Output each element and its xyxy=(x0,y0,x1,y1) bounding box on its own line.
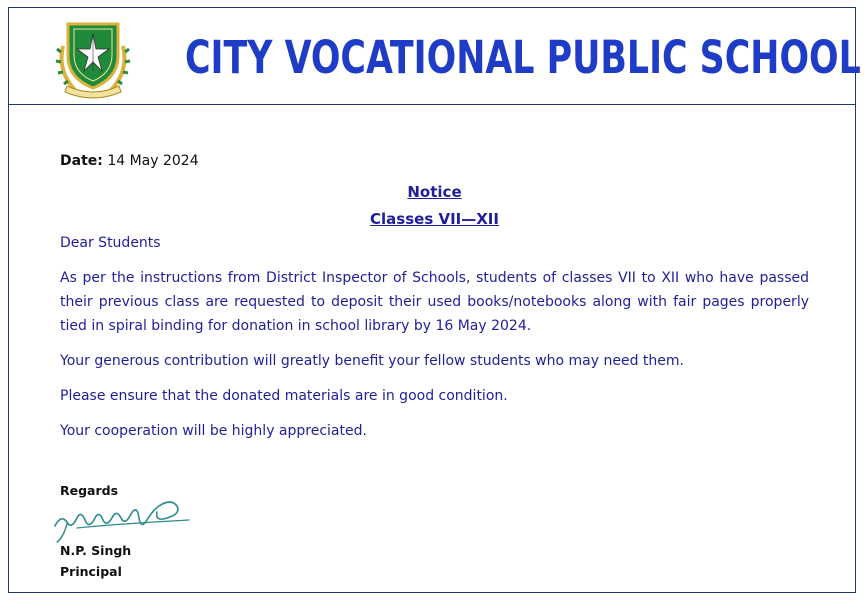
notice-paragraph: Please ensure that the donated materials are in good condition. xyxy=(60,388,508,404)
notice-page xyxy=(8,7,861,593)
date-value: 14 May 2024 xyxy=(107,153,199,169)
signer-title: Principal xyxy=(60,564,122,579)
salutation: Dear Students xyxy=(60,235,161,251)
school-name: CITY VOCATIONAL PUBLIC SCHOOL xyxy=(185,31,861,84)
notice-classes: Classes VII—XII xyxy=(370,210,499,228)
date-label: Date: xyxy=(60,153,103,169)
notice-title: Notice xyxy=(407,183,462,201)
letterhead xyxy=(9,8,861,105)
regards-label: Regards xyxy=(60,483,119,498)
notice-date xyxy=(60,153,199,169)
signature-icon xyxy=(47,484,197,544)
notice-paragraph: Your generous contribution will greatly benefit your fellow students who may need them. xyxy=(60,353,684,369)
signer-name: N.P. Singh xyxy=(60,543,132,558)
school-crest-icon xyxy=(53,16,133,100)
notice-paragraph: Your cooperation will be highly appreciated. xyxy=(60,423,367,439)
notice-paragraph: As per the instructions from District Inspector of Schools, students of classes VII to XII who have passed their previous class are requested to deposit their used books/notebooks along with fair pages properly tied in spiral binding for donation in school library by 16 May 2024. xyxy=(60,270,809,334)
